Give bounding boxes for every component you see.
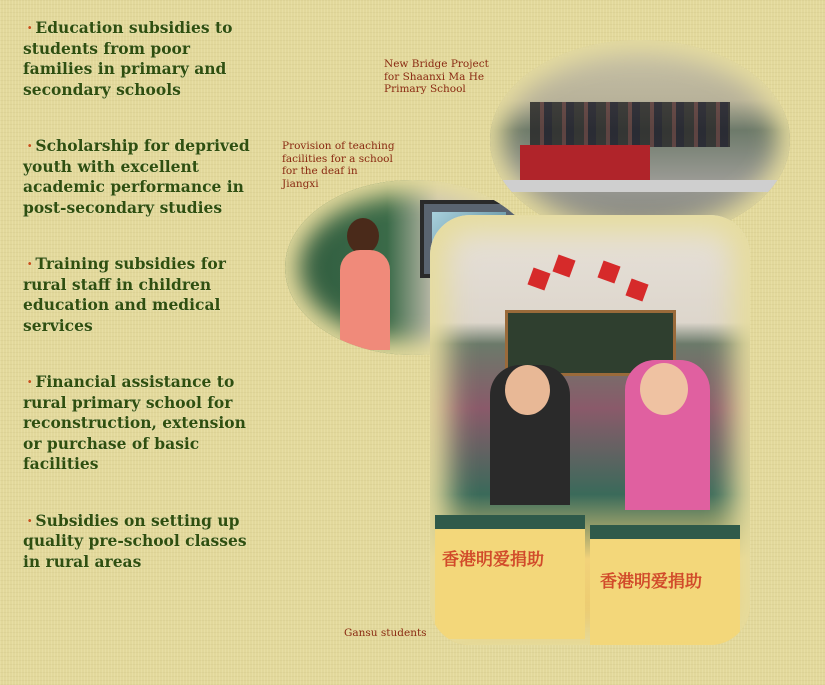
- bridge-railing: [500, 180, 780, 192]
- bridge-project-photo: [490, 40, 790, 240]
- gansu-students-photo: [430, 215, 750, 645]
- subsidy-list: [23, 18, 253, 608]
- red-decoration: [597, 260, 620, 283]
- bullet-education-subsidies: · Education subsidies to students from poor families in primary and secondary schools: [23, 18, 233, 99]
- bullet-financial-assistance: · Financial assistance to rural primary school for reconstruction, extension or purchase of basic facilities: [23, 372, 246, 473]
- desk-text-right: 香港明爱捐助: [600, 572, 702, 592]
- caption-gansu: Gansu students: [344, 627, 427, 639]
- bullet-marker: ·: [27, 254, 33, 273]
- student-girl-face: [640, 363, 688, 415]
- caption-deaf-school: Provision of teaching facilities for a school for the deaf in Jiangxi: [282, 140, 395, 190]
- red-decoration: [552, 254, 575, 277]
- teacher-head: [347, 218, 379, 254]
- red-decoration: [625, 278, 648, 301]
- bullet-marker: ·: [27, 510, 33, 530]
- teacher-figure: [340, 250, 390, 350]
- student-boy-face: [505, 365, 550, 415]
- bullet-training-subsidies: · Training subsidies for rural staff in children education and medical services: [23, 254, 226, 335]
- desk-left: [435, 515, 585, 639]
- red-decoration: [527, 267, 550, 290]
- bullet-preschool-subsidies: · Subsidies on setting up quality pre-school classes in rural areas: [23, 510, 247, 571]
- crowd-figure: [530, 102, 730, 147]
- bullet-marker: ·: [27, 18, 33, 37]
- bullet-scholarship: · Scholarship for deprived youth with excellent academic performance in post-secondary studies: [23, 136, 250, 217]
- caption-bridge: New Bridge Project for Shaanxi Ma He Primary School: [384, 58, 489, 95]
- desk-text-left: 香港明爱捐助: [442, 550, 544, 570]
- bullet-marker: ·: [27, 372, 33, 391]
- bullet-marker: ·: [27, 136, 33, 155]
